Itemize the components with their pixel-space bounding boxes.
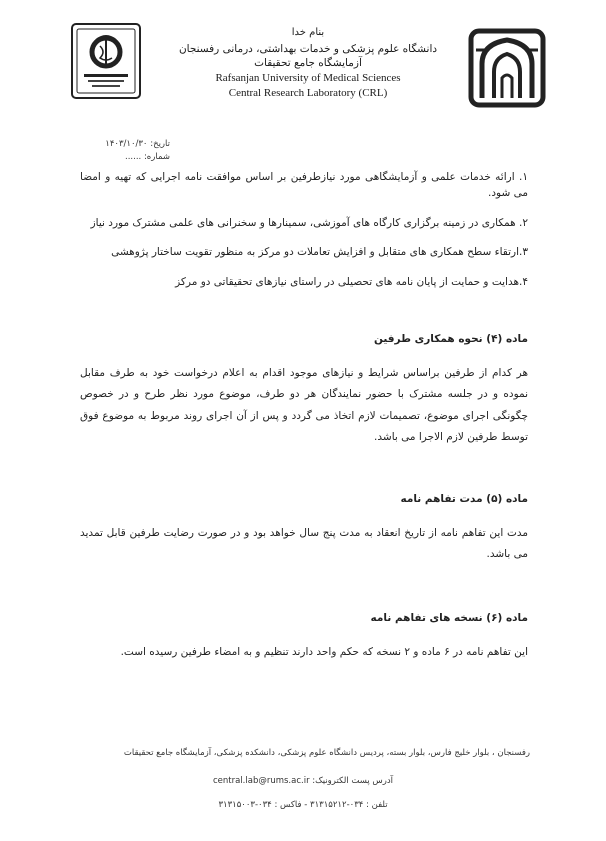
list-item: ۴.هدایت و حمایت از پایان نامه های تحصیلی در راستای نیازهای تحقیقاتی دو مرکز: [175, 276, 528, 288]
letter-meta: [60, 138, 170, 164]
section-4-body: هر کدام از طرفین براساس شرایط و نیازهای موجود اقدام به اعلام درخواست خود به طرف مقابل نموده و در جلسه مشترک با حضور نمایندگان هر دو طرف، موضوع مورد نظر طرح و در خصوص چگونگی اجرای موضوع، تصمیمات لازم اتخاذ می گردد و پس از آن اجرای روند مربوط به موضوع فوق توسط طرفین لازم الاجرا می باشد.: [80, 366, 528, 444]
document-body: [80, 170, 528, 663]
section-6-body: این تفاهم نامه در ۶ ماده و ۲ نسخه که حکم واحد دارند تنظیم و به امضاء طرفین رسیده است.: [120, 645, 528, 658]
footer-email[interactable]: central.lab@rums.ac.ir: [212, 775, 310, 786]
letter-date: تاریخ: ۱۴۰۳/۱۰/۳۰: [105, 139, 170, 149]
lab-name-en: Central Research Laboratory (CRL): [228, 86, 388, 99]
list-item: ۱. ارائه خدمات علمی و آزمایشگاهی مورد نیازطرفین بر اساس موافقت نامه اجرایی که تهیه و امضا می شود.: [80, 171, 528, 199]
university-logo: [70, 22, 142, 100]
besmellah: بنام خدا: [291, 27, 325, 38]
footer-email-row: [70, 776, 536, 788]
university-name-fa: دانشگاه علوم پزشکی و خدمات بهداشتی، درمانی رفسنجان: [178, 42, 438, 55]
letterhead: [150, 26, 466, 101]
section-6-title: ماده (۶) نسخه های تفاهم نامه: [370, 611, 528, 624]
section-5-title: ماده (۵) مدت تفاهم نامه: [400, 492, 528, 505]
letter-footer: [70, 748, 536, 812]
footer-email-label: آدرس پست الکترونیک:: [312, 775, 394, 786]
lab-name-fa: آزمایشگاه جامع تحقیقات: [254, 56, 362, 69]
footer-phone: تلفن : ۰۳۴-۳۱۳۱۵۲۱۲ - فاکس : ۰۳۴-۳۱۳۱۵۰۰۳: [218, 799, 388, 810]
letter-number: شماره: ......: [125, 152, 170, 163]
list-item: ۳.ارتقاء سطح همکاری های متقابل و افزایش تعاملات دو مرکز به منظور تقویت ساختار پژوهشی: [111, 246, 528, 259]
list-item: ۲. همکاری در زمینه برگزاری کارگاه های آموزشی، سمینارها و سخنرانی های علمی مشترک مورد نیاز: [90, 216, 528, 229]
section-5-body: مدت این تفاهم نامه از تاریخ انعقاد به مدت پنج سال خواهد بود و در صورت رضایت طرفین قابل تمدید می باشد.: [80, 526, 528, 561]
lab-logo: [468, 28, 546, 108]
university-name-en: Rafsanjan University of Medical Sciences: [215, 71, 401, 84]
footer-address: رفسنجان ، بلوار خلیج فارس، بلوار بسته، پردیس دانشگاه علوم پزشکی، دانشکده پزشکی، آزمایشگاه جامع تحقیقات: [123, 748, 530, 758]
section-4-title: ماده (۴) نحوه همکاری طرفین: [373, 332, 528, 345]
